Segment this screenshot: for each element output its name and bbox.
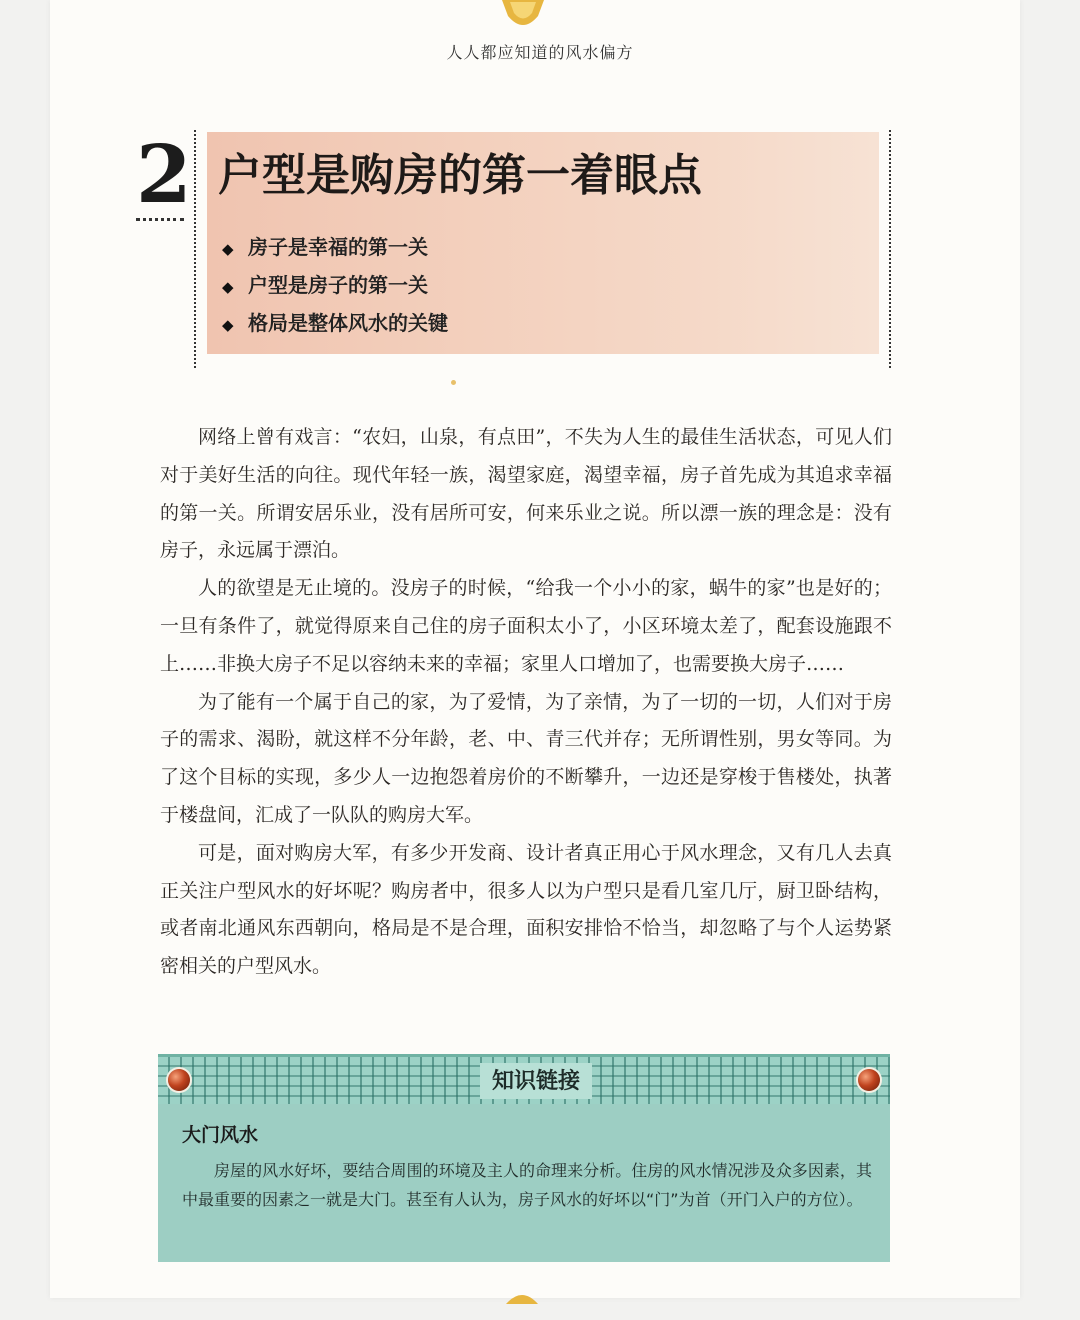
chapter-title: 户型是购房的第一着眼点 (218, 150, 702, 201)
bullet-text: 房子是幸福的第一关 (248, 235, 428, 259)
running-head: 人人都应知道的风水偏方 (446, 43, 634, 62)
title-box-right-rule (889, 130, 891, 368)
body-text (160, 419, 892, 986)
paragraph: 人的欲望是无止境的。没房子的时候，“给我一个小小的家，蜗牛的家”也是好的；一旦有条件了，就觉得原来自己住的房子面积太小了，小区环境太差了，配套设施跟不上……非换大房子不足以容纳未来的幸福；家里人口增加了，也需要换大房子…… (160, 577, 892, 675)
bullet-text: 户型是房子的第一关 (248, 273, 428, 297)
paragraph: 可是，面对购房大军，有多少开发商、设计者真正用心于风水理念，又有几人去真正关注户型风水的好坏呢？购房者中，很多人以为户型只是看几室几厅，厨卫卧结构，或者南北通风东西朝向，格局是不是合理，面积安排恰不恰当，却忽略了与个人运势紧密相关的户型风水。 (160, 841, 892, 978)
diamond-bullet-icon: ◆ (222, 316, 234, 334)
chapter-number: 2 (136, 127, 192, 221)
bullet-item (222, 308, 448, 346)
knowledge-link-title: 知识链接 (491, 1068, 580, 1094)
diamond-bullet-icon: ◆ (222, 240, 234, 258)
bullet-item (222, 232, 448, 270)
gold-ornament-icon (500, 1290, 544, 1304)
knowledge-link-box (158, 1054, 890, 1262)
decorative-dot (451, 380, 456, 385)
bullet-item (222, 270, 448, 308)
paragraph: 网络上曾有戏言：“农妇，山泉，有点田”，不失为人生的最佳生活状态，可见人们对于美好生活的向往。现代年轻一族，渴望家庭，渴望幸福，房子首先成为其追求幸福的第一关。所谓安居乐业，没有居所可安，何来乐业之说。所以漂一族的理念是：没有房子，永远属于漂泊。 (160, 426, 892, 562)
gold-ornament-icon (498, 0, 548, 36)
paragraph: 为了能有一个属于自己的家，为了爱情，为了亲情，为了一切的一切，人们对于房子的需求、渴盼，就这样不分年龄，老、中、青三代并存；无所谓性别，男女等同。为了这个目标的实现，多少人一边抱怨着房价的不断攀升，一边还是穿梭于售楼处，执著于楼盘间，汇成了一队队的购房大军。 (160, 690, 892, 826)
knowledge-link-body (158, 1104, 890, 1262)
diamond-bullet-icon: ◆ (222, 278, 234, 296)
bullet-text: 格局是整体风水的关键 (248, 311, 448, 335)
knowledge-link-header (158, 1054, 890, 1107)
knowledge-link-text: 房屋的风水好坏，要结合周围的环境及主人的命理来分析。住房的风水情况涉及众多因素，其中最重要的因素之一就是大门。甚至有人认为，房子风水的好坏以“门”为首（开门入户的方位）。 (182, 1161, 872, 1209)
title-box-left-rule (194, 130, 196, 368)
chapter-bullet-list (222, 232, 448, 346)
chapter-number-underline (136, 218, 184, 221)
red-bead-icon (858, 1069, 880, 1091)
red-bead-icon (168, 1069, 190, 1091)
knowledge-link-subtitle: 大门风水 (182, 1124, 259, 1146)
